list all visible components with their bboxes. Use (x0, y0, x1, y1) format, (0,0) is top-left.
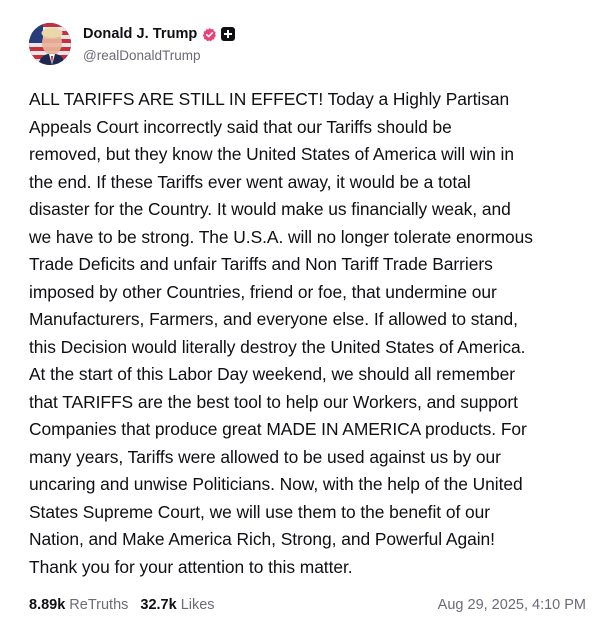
retruths-count: 8.89k (29, 597, 66, 613)
author-display-name[interactable]: Donald J. Trump (83, 26, 198, 42)
post-timestamp[interactable]: Aug 29, 2025, 4:10 PM (437, 597, 586, 613)
post-text: ALL TARIFFS ARE STILL IN EFFECT! Today a Highly Partisan Appeals Court incorrectly said that our Tariffs should be removed, but they know the United States of America will win in the end. If these Tariffs ever went away, it would be a total disaster for the Country. It would make us financially weak, and we have to be strong. The U.S.A. will no longer tolerate enormous Trade Deficits and unfair Tariffs and Non Tariff Trade Barriers imposed by other Countries, friend or foe, that undermine our Manufacturers, Farmers, and everyone else. If allowed to stand, this Decision would literally destroy the United States of America. At the start of this Labor Day weekend, we should all remember that TARIFFS are the best tool to help our Workers, and support Companies that produce great MADE IN AMERICA products. For many years, Tariffs were allowed to be used against us by our uncaring and unwise Politicians. Now, with the help of the United States Supreme Court, we will use them to the benefit of our Nation, and Make America Rich, Strong, and Powerful Again! Thank you for your attention to this matter. (29, 89, 533, 577)
avatar[interactable] (29, 23, 71, 65)
author-name-row (83, 25, 235, 43)
likes-stat[interactable] (140, 597, 214, 613)
author-handle[interactable]: @realDonaldTrump (83, 48, 201, 63)
verified-badge-icon (202, 27, 217, 42)
author-identity (83, 25, 235, 63)
retruths-label: ReTruths (69, 597, 129, 613)
post-header (29, 23, 235, 65)
likes-label: Likes (180, 597, 215, 613)
retruths-stat[interactable] (29, 597, 128, 613)
likes-count: 32.7k (140, 597, 177, 613)
post-footer (29, 597, 586, 613)
avatar-photo-icon (29, 23, 71, 65)
plus-badge-icon (221, 27, 235, 41)
